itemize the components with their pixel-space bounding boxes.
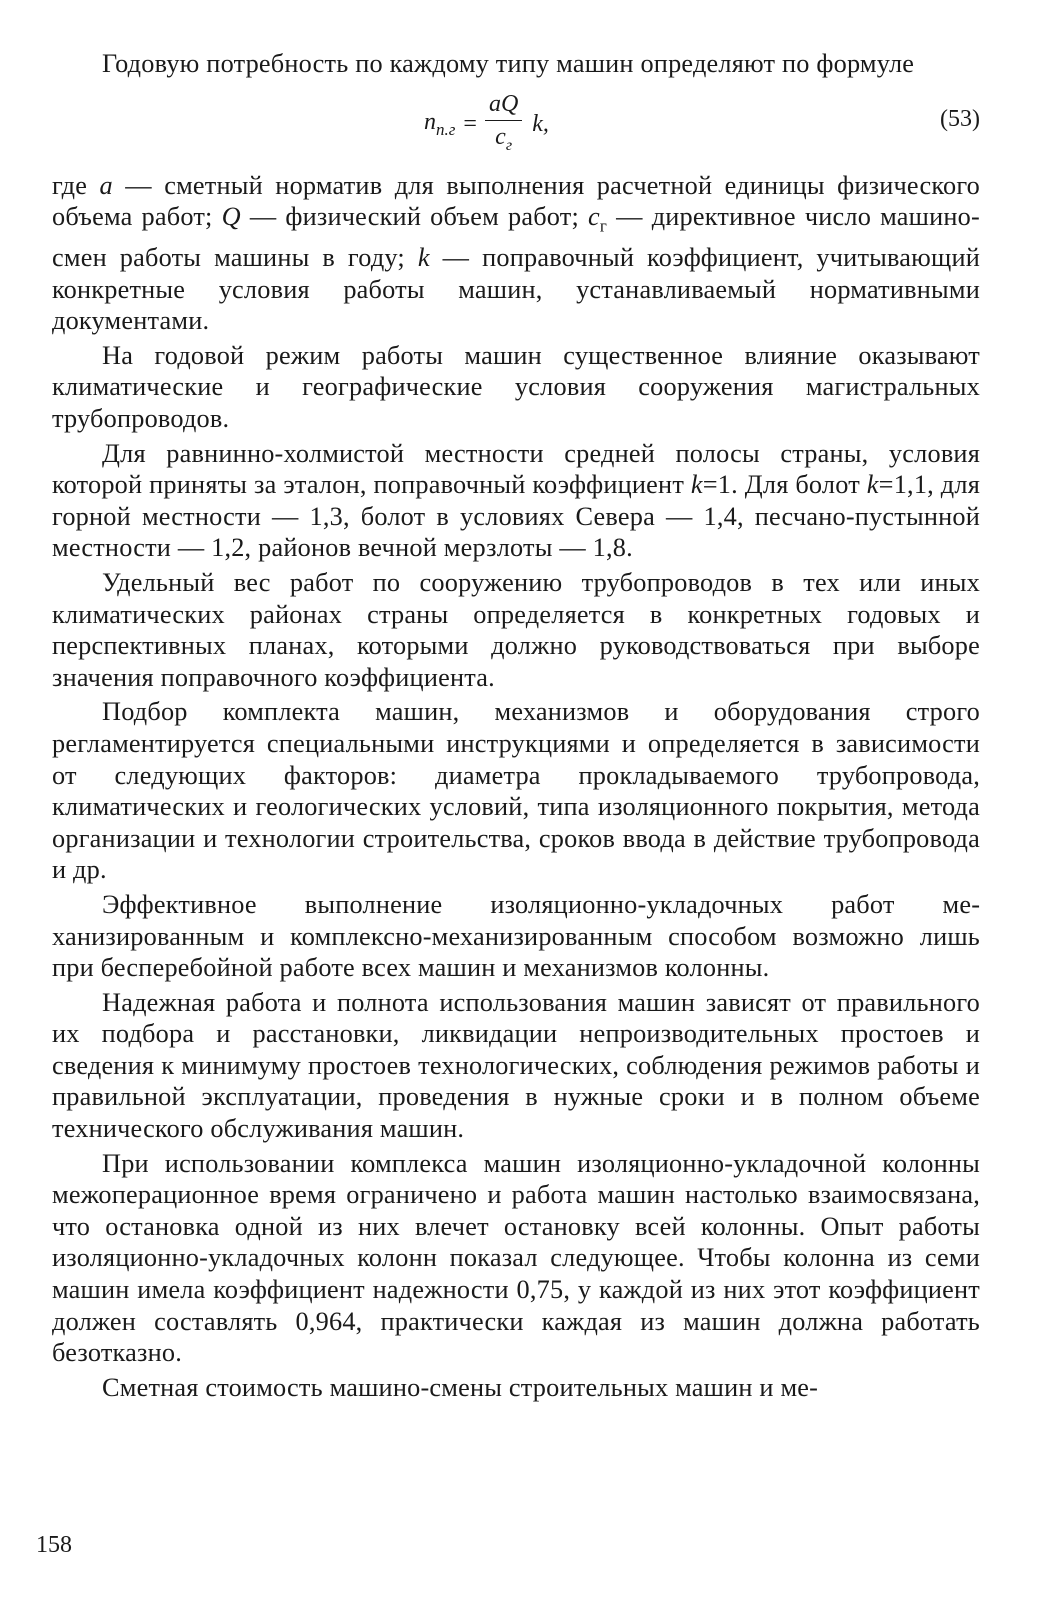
page-number: 158 <box>36 1532 72 1558</box>
selection-paragraph: Подбор комплекта машин, механизмов и оборудования строго регламентируется специальными инструкциями и определяется в зависимости от следующих факторов: диаметра прокладываемого трубопровода, климатических и геологических условий, типа изоляционного покрытия, метода организации и технологии строительства, сроков ввода в действие трубопровода и др. <box>52 697 980 885</box>
formula-fraction <box>485 90 522 160</box>
terrain-paragraph: Для равнинно-холмистой местности средней полосы страны, условия которой приняты за эталон, поправочный коэффициент k=1. Для болот k=1,1, для горной местности — 1,3, болот в условиях Севера — 1,4, песчано-пустынной местности — 1,2, районов вечной мерзлоты — 1,8. <box>52 438 980 563</box>
formula-denominator: $c_г$ <box>495 123 513 154</box>
formula-lhs: $n_{п.г}$ <box>424 109 456 139</box>
formula-expression <box>424 90 549 160</box>
equation-number: (53) <box>940 105 980 132</box>
effective-paragraph: Эффективное выполнение изоляционно-укладочных работ механизированным и комплексно-механизированным способом возможно лишь при бесперебойной работе всех машин и механизмов колонны. <box>52 889 980 983</box>
where-paragraph: где a — сметный норматив для выполнения расчетной единицы физического объема работ; Q — физический объем работ; $c_г$ — директивное число машино-смен работы машины в году; k — поправочный коэффициент, учитывающий конкретные условия работы машин, устанавливаемый нормативными документами. <box>52 170 980 336</box>
page-body <box>52 48 980 1403</box>
formula-equals: = <box>463 110 477 137</box>
formula-tail: k, <box>532 110 549 137</box>
formula-53 <box>52 82 980 170</box>
intro-paragraph: Годовую потребность по каждому типу машин определяют по формуле <box>102 49 915 78</box>
share-paragraph: Удельный вес работ по сооружению трубопроводов в тех или иных климатических районах страны определяется в конкретных годовых и перспективных планах, которыми должно руководствоваться при выборе значения поправочного коэффициента. <box>52 567 980 692</box>
cost-paragraph: Сметная стоимость машино-смены строительных машин и ме- <box>102 1372 819 1402</box>
reliability-paragraph: Надежная работа и полнота использования машин зависят от правильного их подбора и расстановки, ликвидации непроизводительных простоев и сведения к минимуму простоев технологических, соблюдения режимов работы и правильной эксплуатации, проведения в нужные сроки и в полном объеме технического обслуживания машин. <box>52 987 980 1144</box>
formula-numerator: aQ <box>485 90 522 121</box>
climate-paragraph: На годовой режим работы машин существенное влияние оказывают климатические и географические условия сооружения магистральных трубопроводов. <box>52 340 980 433</box>
complex-paragraph: При использовании комплекса машин изоляционно-укладочной колонны межоперационное время ограничено и работа машин настолько взаимосвязана, что остановка одной из них влечет остановку всей колонны. Опыт работы изоляционно-укладочных колонн показал следующее. Чтобы колонна из семи машин имела коэффициент надежности 0,75, у каждой из них этот коэффициент должен составлять 0,964, практически каждая из машин должна работать безотказно. <box>52 1148 980 1368</box>
